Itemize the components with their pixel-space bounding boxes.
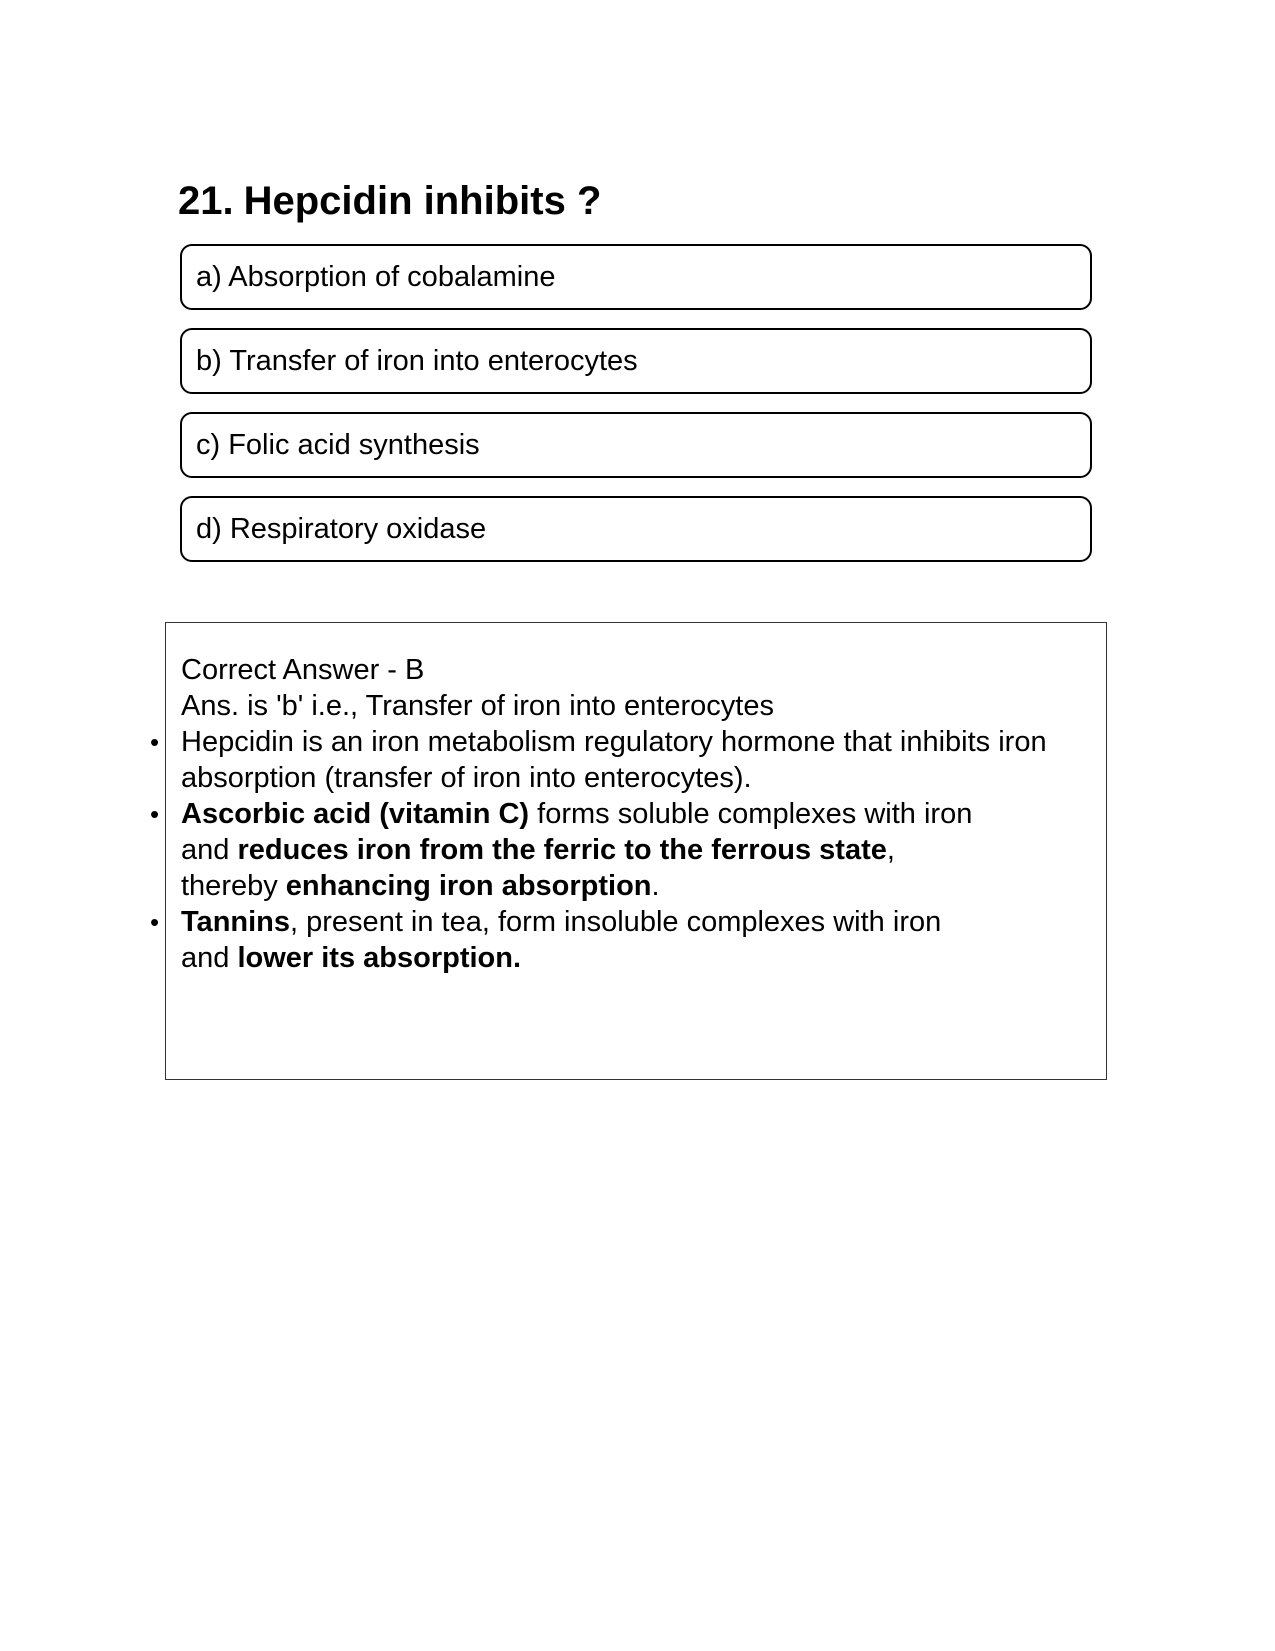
- bullet-3-bold-1: Tannins: [181, 906, 291, 938]
- bullet-1-line-1: [150, 724, 1047, 760]
- bullet-2-rest-1: forms soluble complexes with iron: [529, 798, 973, 830]
- bullet-1-text-2: absorption (transfer of iron into enterocytes).: [181, 762, 752, 794]
- bullet-2-bold-2: reduces iron from the ferric to the ferrous state: [237, 834, 887, 866]
- option-a[interactable]: a) Absorption of cobalamine: [180, 244, 1092, 310]
- answer-explanation: [150, 652, 1047, 976]
- bullet-2-post-2: ,: [886, 834, 895, 866]
- bullet-1-line-2: [181, 760, 1047, 796]
- bullet-icon: •: [150, 907, 160, 937]
- bullet-3-rest-1: , present in tea, form insoluble complexes with iron: [290, 906, 942, 938]
- bullet-2-pre-3: thereby: [181, 870, 286, 902]
- bullet-3-line-2: [181, 940, 1047, 976]
- option-b[interactable]: b) Transfer of iron into enterocytes: [180, 328, 1092, 394]
- bullet-icon: •: [150, 799, 160, 829]
- option-d[interactable]: d) Respiratory oxidase: [180, 496, 1092, 562]
- answer-intro-line: Ans. is 'b' i.e., Transfer of iron into enterocytes: [181, 690, 774, 722]
- bullet-2-bold-3: enhancing iron absorption: [285, 870, 652, 902]
- bullet-2-post-3: .: [651, 870, 660, 902]
- bullet-3-line-1: [150, 904, 1047, 940]
- bullet-2-pre-2: and: [181, 834, 238, 866]
- bullet-2-line-1: [150, 796, 1047, 832]
- bullet-1-text-1: Hepcidin is an iron metabolism regulatory hormone that inhibits iron: [181, 726, 1047, 758]
- question-title: [178, 175, 601, 227]
- bullet-3-bold-2: lower its absorption.: [237, 942, 522, 974]
- bullet-2-line-2: [181, 832, 1047, 868]
- question-number: 21.: [178, 179, 234, 223]
- bullet-2-line-3: [181, 868, 1047, 904]
- question-text: Hepcidin inhibits ?: [243, 179, 602, 223]
- bullet-3-pre-2: and: [181, 942, 238, 974]
- option-c[interactable]: c) Folic acid synthesis: [180, 412, 1092, 478]
- bullet-icon: •: [150, 727, 160, 757]
- correct-answer-line: Correct Answer - B: [181, 654, 425, 686]
- bullet-2-bold-1: Ascorbic acid (vitamin C): [181, 798, 530, 830]
